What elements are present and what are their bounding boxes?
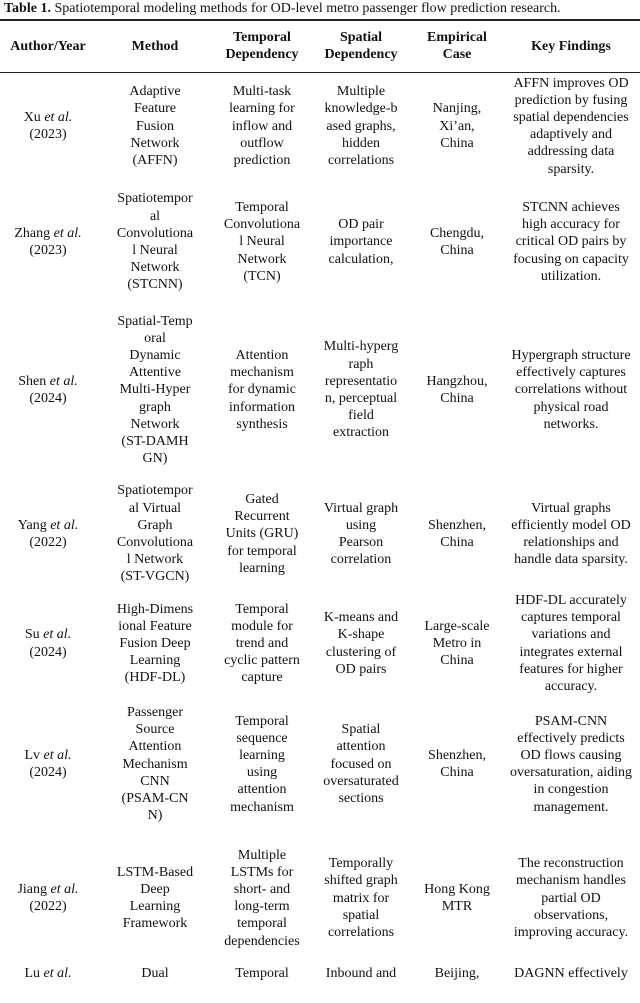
cell-spatial: Inbound and — [325, 966, 397, 982]
author-name: Lv — [24, 748, 41, 764]
et-al: et al. — [50, 225, 82, 241]
cell-case: Hong Kong MTR — [424, 882, 490, 915]
cell-findings: PSAM-CNN effectively predicts OD flows causing oversaturation, aiding in congestion management. — [509, 713, 633, 815]
table-row — [0, 833, 640, 963]
cell-case: Hangzhou, China — [426, 373, 488, 406]
cell-author — [0, 592, 96, 695]
et-al: et al. — [39, 627, 72, 643]
table-row — [0, 476, 640, 592]
header-findings: Key Findings — [531, 38, 611, 54]
cell-author — [0, 72, 96, 180]
table-row — [0, 180, 640, 304]
cell-method: High-Dimens ional Feature Fusion Deep Learning (HDF-DL) — [116, 601, 194, 686]
author-year: (2023) — [29, 243, 67, 258]
author-name: Lu — [24, 966, 41, 982]
author-year: (2024) — [29, 391, 67, 406]
cell-method: Spatiotempor al Virtual Graph Convolutiona l Network (ST-VGCN) — [116, 483, 194, 585]
cell-spatial: Multiple knowledge-b ased graphs, hidden correlations — [324, 84, 398, 169]
et-al: et al. — [46, 517, 79, 533]
et-al: et al. — [40, 110, 73, 126]
cell-findings: The reconstruction mechanism handles partial OD observations, improving accuracy. — [513, 856, 629, 941]
author-year: (2024) — [29, 765, 67, 781]
author-name: Yang — [17, 517, 47, 533]
author-name: Su — [24, 627, 40, 643]
cell-temporal: Attention mechanism for dynamic information synthesis — [227, 347, 297, 432]
caption-label: Table 1. — [4, 1, 51, 16]
cell-case: Shenzhen, China — [428, 748, 486, 781]
header-spatial: Spatial Dependency — [324, 30, 398, 63]
author-name: Zhang — [14, 225, 51, 241]
cell-temporal: Temporal — [235, 966, 289, 982]
cell-author — [0, 304, 96, 476]
author-year: (2024) — [29, 644, 67, 660]
cell-findings: STCNN achieves high accuracy for critical OD pairs by focusing on capacity utilization. — [513, 199, 629, 284]
cell-case: Large-scale Metro in China — [424, 618, 490, 669]
cell-spatial: Virtual graph using Pearson correlation — [323, 500, 399, 568]
header-row — [0, 20, 640, 72]
cell-temporal: Multiple LSTMs for short- and long-term temporal dependencies — [224, 847, 300, 949]
cell-case: Chengdu, China — [429, 225, 485, 258]
cell-spatial: Multi-hyperg raph representatio n, perceptual field extraction — [323, 339, 399, 441]
table-row — [0, 304, 640, 476]
cell-findings: Hypergraph structure effectively captures correlations without physical road networks. — [511, 347, 631, 432]
author-year: (2023) — [29, 127, 67, 143]
cell-case: Nanjing, Xi’an, China — [432, 101, 482, 151]
table-row — [0, 72, 640, 180]
cell-method: Spatiotempor al Convolutiona l Neural Network (STCNN) — [116, 191, 194, 293]
cell-author — [0, 833, 96, 963]
table-row — [0, 592, 640, 695]
cell-findings: AFFN improves OD prediction by fusing spatial dependencies adaptively and addressing data sparsity. — [513, 75, 629, 177]
cell-temporal: Multi-task learning for inflow and outflow prediction — [229, 84, 295, 169]
author-year: (2022) — [29, 899, 67, 915]
cell-findings: HDF-DL accurately captures temporal variations and integrates external features for higher accuracy. — [515, 593, 627, 695]
cell-method: Passenger Source Attention Mechanism CNN (PSAM-CN N) — [121, 705, 189, 824]
et-al: et al. — [40, 748, 72, 764]
author-name: Xu — [23, 110, 41, 126]
et-al: et al. — [40, 966, 72, 982]
cell-method: Adaptive Feature Fusion Network (AFFN) — [129, 84, 181, 169]
cell-spatial: Temporally shifted graph matrix for spatial correlations — [324, 856, 398, 941]
cell-author — [0, 180, 96, 304]
cell-temporal: Temporal Convolutiona l Neural Network (TCN) — [223, 199, 301, 284]
cell-temporal: Temporal sequence learning using attention mechanism — [230, 713, 294, 815]
cell-spatial: Spatial attention focused on oversaturated sections — [323, 722, 399, 807]
header-temporal: Temporal Dependency — [225, 30, 299, 63]
cell-author — [0, 963, 96, 1003]
et-al: et al. — [47, 882, 79, 898]
methods-table — [0, 19, 640, 1003]
cell-author — [0, 476, 96, 592]
header-case: Empirical Case — [427, 30, 487, 63]
header-method: Method — [131, 38, 179, 54]
cell-method: Spatial-Temp oral Dynamic Attentive Multi-Hyper graph Network (ST-DAMH GN) — [117, 313, 193, 467]
author-name: Jiang — [17, 882, 48, 898]
cell-findings: Virtual graphs efficiently model OD relationships and handle data sparsity. — [511, 500, 631, 568]
cell-method: Dual — [141, 966, 169, 982]
cell-case: Beijing, — [434, 966, 480, 982]
cell-temporal: Gated Recurrent Units (GRU) for temporal learning — [225, 491, 299, 576]
table-row — [0, 695, 640, 833]
cell-method: LSTM-Based Deep Learning Framework — [116, 864, 194, 932]
et-al: et al. — [46, 373, 78, 389]
table-row — [0, 963, 640, 1003]
cell-spatial: OD pair importance calculation, — [328, 217, 394, 267]
table-caption — [4, 1, 561, 17]
author-year: (2022) — [29, 535, 67, 550]
author-name: Shen — [18, 373, 47, 389]
cell-findings: DAGNN effectively — [514, 966, 628, 982]
cell-temporal: Temporal module for trend and cyclic pattern capture — [224, 601, 300, 686]
cell-case: Shenzhen, China — [428, 517, 486, 550]
header-author: Author/Year — [10, 38, 86, 54]
caption-text: Spatiotemporal modeling methods for OD-level metro passenger flow prediction research. — [50, 1, 561, 16]
cell-spatial: K-means and K-shape clustering of OD pairs — [323, 610, 399, 677]
cell-author — [0, 695, 96, 833]
